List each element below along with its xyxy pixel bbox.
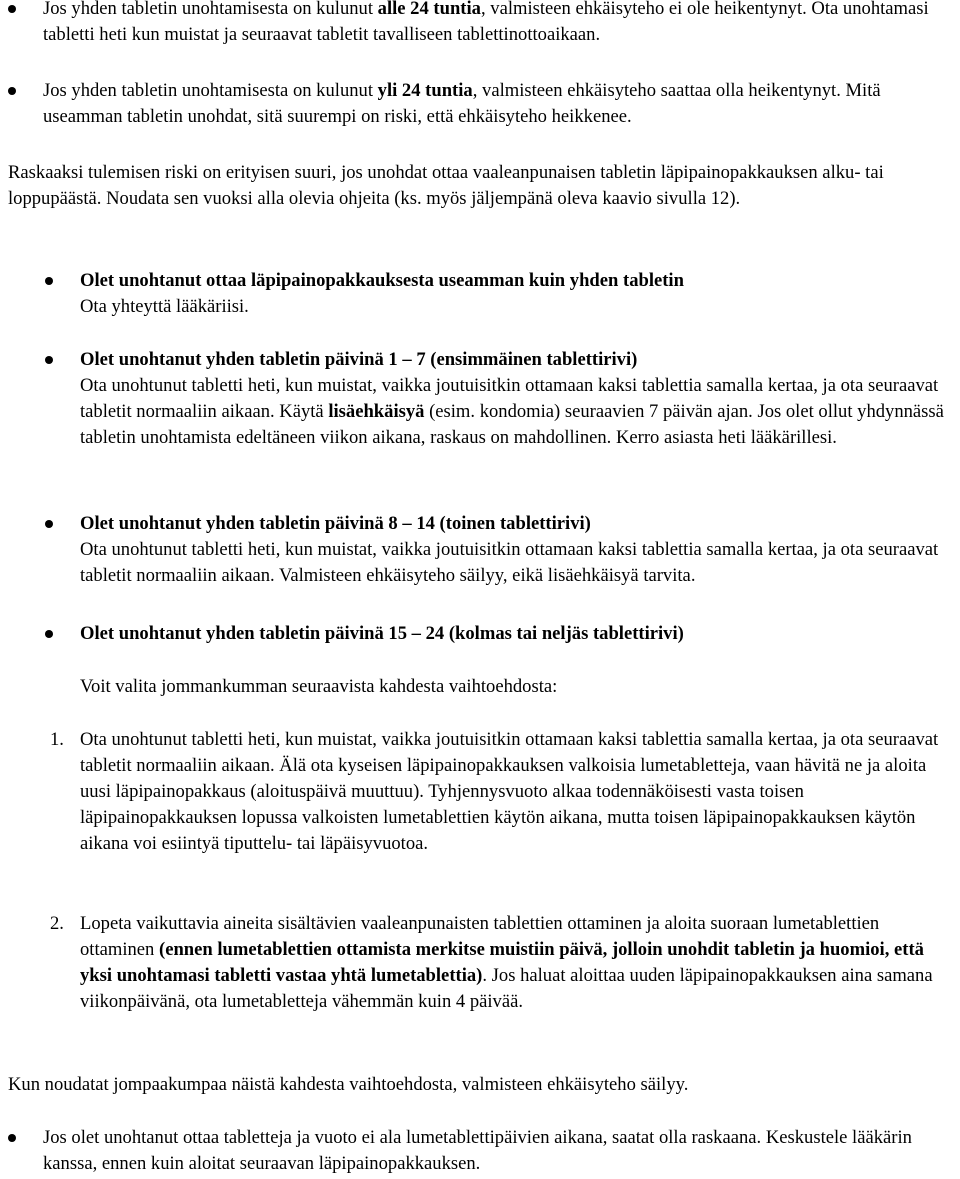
section-multiple-tablets [80,268,950,320]
bullet-over-24h [43,78,948,130]
emphasis: lisäehkäisyä [328,401,425,422]
section-text [80,373,950,451]
list-number: 1. [50,729,64,750]
paragraph [43,78,948,130]
section-days-1-7 [80,347,950,451]
text: Jos yhden tabletin unohtamisesta on kulunut [43,0,378,19]
option-text [80,911,955,1015]
bullet-icon [45,356,53,364]
bullet-icon [45,277,53,285]
choose-text: Voit valita jommankumman seuraavista kahdesta vaihtoehdosta: [80,676,558,697]
option-2 [50,911,955,1015]
emphasis: yli 24 tuntia [377,80,473,101]
bullet-icon [45,630,53,638]
bullet-icon [8,87,16,95]
section-days-15-24 [80,621,950,647]
section-heading: Olet unohtanut yhden tabletin päivinä 15 – 24 (kolmas tai neljäs tablettirivi) [80,623,684,644]
option-1 [50,727,955,857]
text: Lopeta vaikuttavia aineita sisältävien vaaleanpunaisten tablettien ottaminen ja aloita suoraan lumetablettien ottaminen [80,913,880,960]
bullet-icon [45,520,53,528]
summary-paragraph: Kun noudatat jompaakumpaa näistä kahdesta vaihtoehdosta, valmisteen ehkäisyteho säilyy. [8,1074,689,1095]
bullet-icon [8,5,16,13]
text: (esim. kondomia) seuraavien 7 päivän ajan. Jos olet ollut yhdynnässä tabletin unohtamista edeltäneen viikon aikana, raskaus on mahdollinen. Kerro asiasta heti lääkärillesi. [80,401,944,448]
bullet-pregnancy [43,1125,948,1177]
text: , valmisteen ehkäisyteho ei ole heikentynyt. Ota unohtamasi tabletti heti kun muistat ja seuraavat tabletit tavalliseen tablettinottoaikaan. [43,0,929,45]
bullet-icon [8,1134,16,1142]
section-days-8-14 [80,511,950,589]
emphasis: alle 24 tuntia [377,0,481,19]
text: Jos yhden tabletin unohtamisesta on kulunut [43,80,378,101]
option-text: Ota unohtunut tabletti heti, kun muistat, vaikka joutuisitkin ottamaan kaksi tablettia samalla kertaa, ja ota seuraavat tabletit normaaliin aikaan. Älä ota kyseisen läpipainopakkauksen valkoisia lumetabletteja, vaan hävitä ne ja aloita uusi läpipainopakkaus (aloituspäivä muuttuu). Tyhjennysvuoto alkaa todennäköisesti vasta toisen läpipainopakkauksen lopussa valkoisten lumetablettien käytön aikana, mutta toisen läpipainopakkauksen käytön aikana voi esiintyä tiputtelu- tai läpäisyvuotoa. [80,729,939,854]
text: Ota unohtunut tabletti heti, kun muistat, vaikka joutuisitkin ottamaan kaksi tablettia samalla kertaa, ja ota seuraavat tabletit normaaliin aikaan. Käytä [80,375,939,422]
section-heading: Olet unohtanut yhden tabletin päivinä 1 – 7 (ensimmäinen tablettirivi) [80,349,638,370]
emphasis: (ennen lumetablettien ottamista merkitse muistiin päivä, jolloin unohdit tabletin ja huomioi, että yksi unohtamasi tabletti vastaa yhtä lumetablettia) [80,939,924,986]
section-heading: Olet unohtanut ottaa läpipainopakkauksesta useamman kuin yhden tabletin [80,270,684,291]
text: . Jos haluat aloittaa uuden läpipainopakkauksen aina samana viikonpäivänä, ota lumetabletteja vähemmän kuin 4 päivää. [80,965,933,1012]
section-text: Ota yhteyttä lääkäriisi. [80,296,249,317]
text: , valmisteen ehkäisyteho saattaa olla heikentynyt. Mitä useamman tabletin unohdat, sitä suurempi on riski, että ehkäisyteho heikkenee. [43,80,881,127]
bullet-under-24h [43,0,948,48]
section-text: Ota unohtunut tabletti heti, kun muistat, vaikka joutuisitkin ottamaan kaksi tablettia samalla kertaa, ja ota seuraavat tabletit normaaliin aikaan. Valmisteen ehkäisyteho säilyy, eikä lisäehkäisyä tarvita. [80,539,939,586]
paragraph [43,0,948,48]
risk-paragraph: Raskaaksi tulemisen riski on erityisen suuri, jos unohdat ottaa vaaleanpunaisen tabletin läpipainopakkauksen alku- tai loppupäästä. Noudata sen vuoksi alla olevia ohjeita (ks. myös jäljempänä oleva kaavio sivulla 12). [8,162,884,209]
section-heading: Olet unohtanut yhden tabletin päivinä 8 – 14 (toinen tablettirivi) [80,513,591,534]
list-number: 2. [50,913,64,934]
paragraph: Jos olet unohtanut ottaa tabletteja ja vuoto ei ala lumetablettipäivien aikana, saatat olla raskaana. Keskustele lääkärin kanssa, ennen kuin aloitat seuraavan läpipainopakkauksen. [43,1127,912,1174]
